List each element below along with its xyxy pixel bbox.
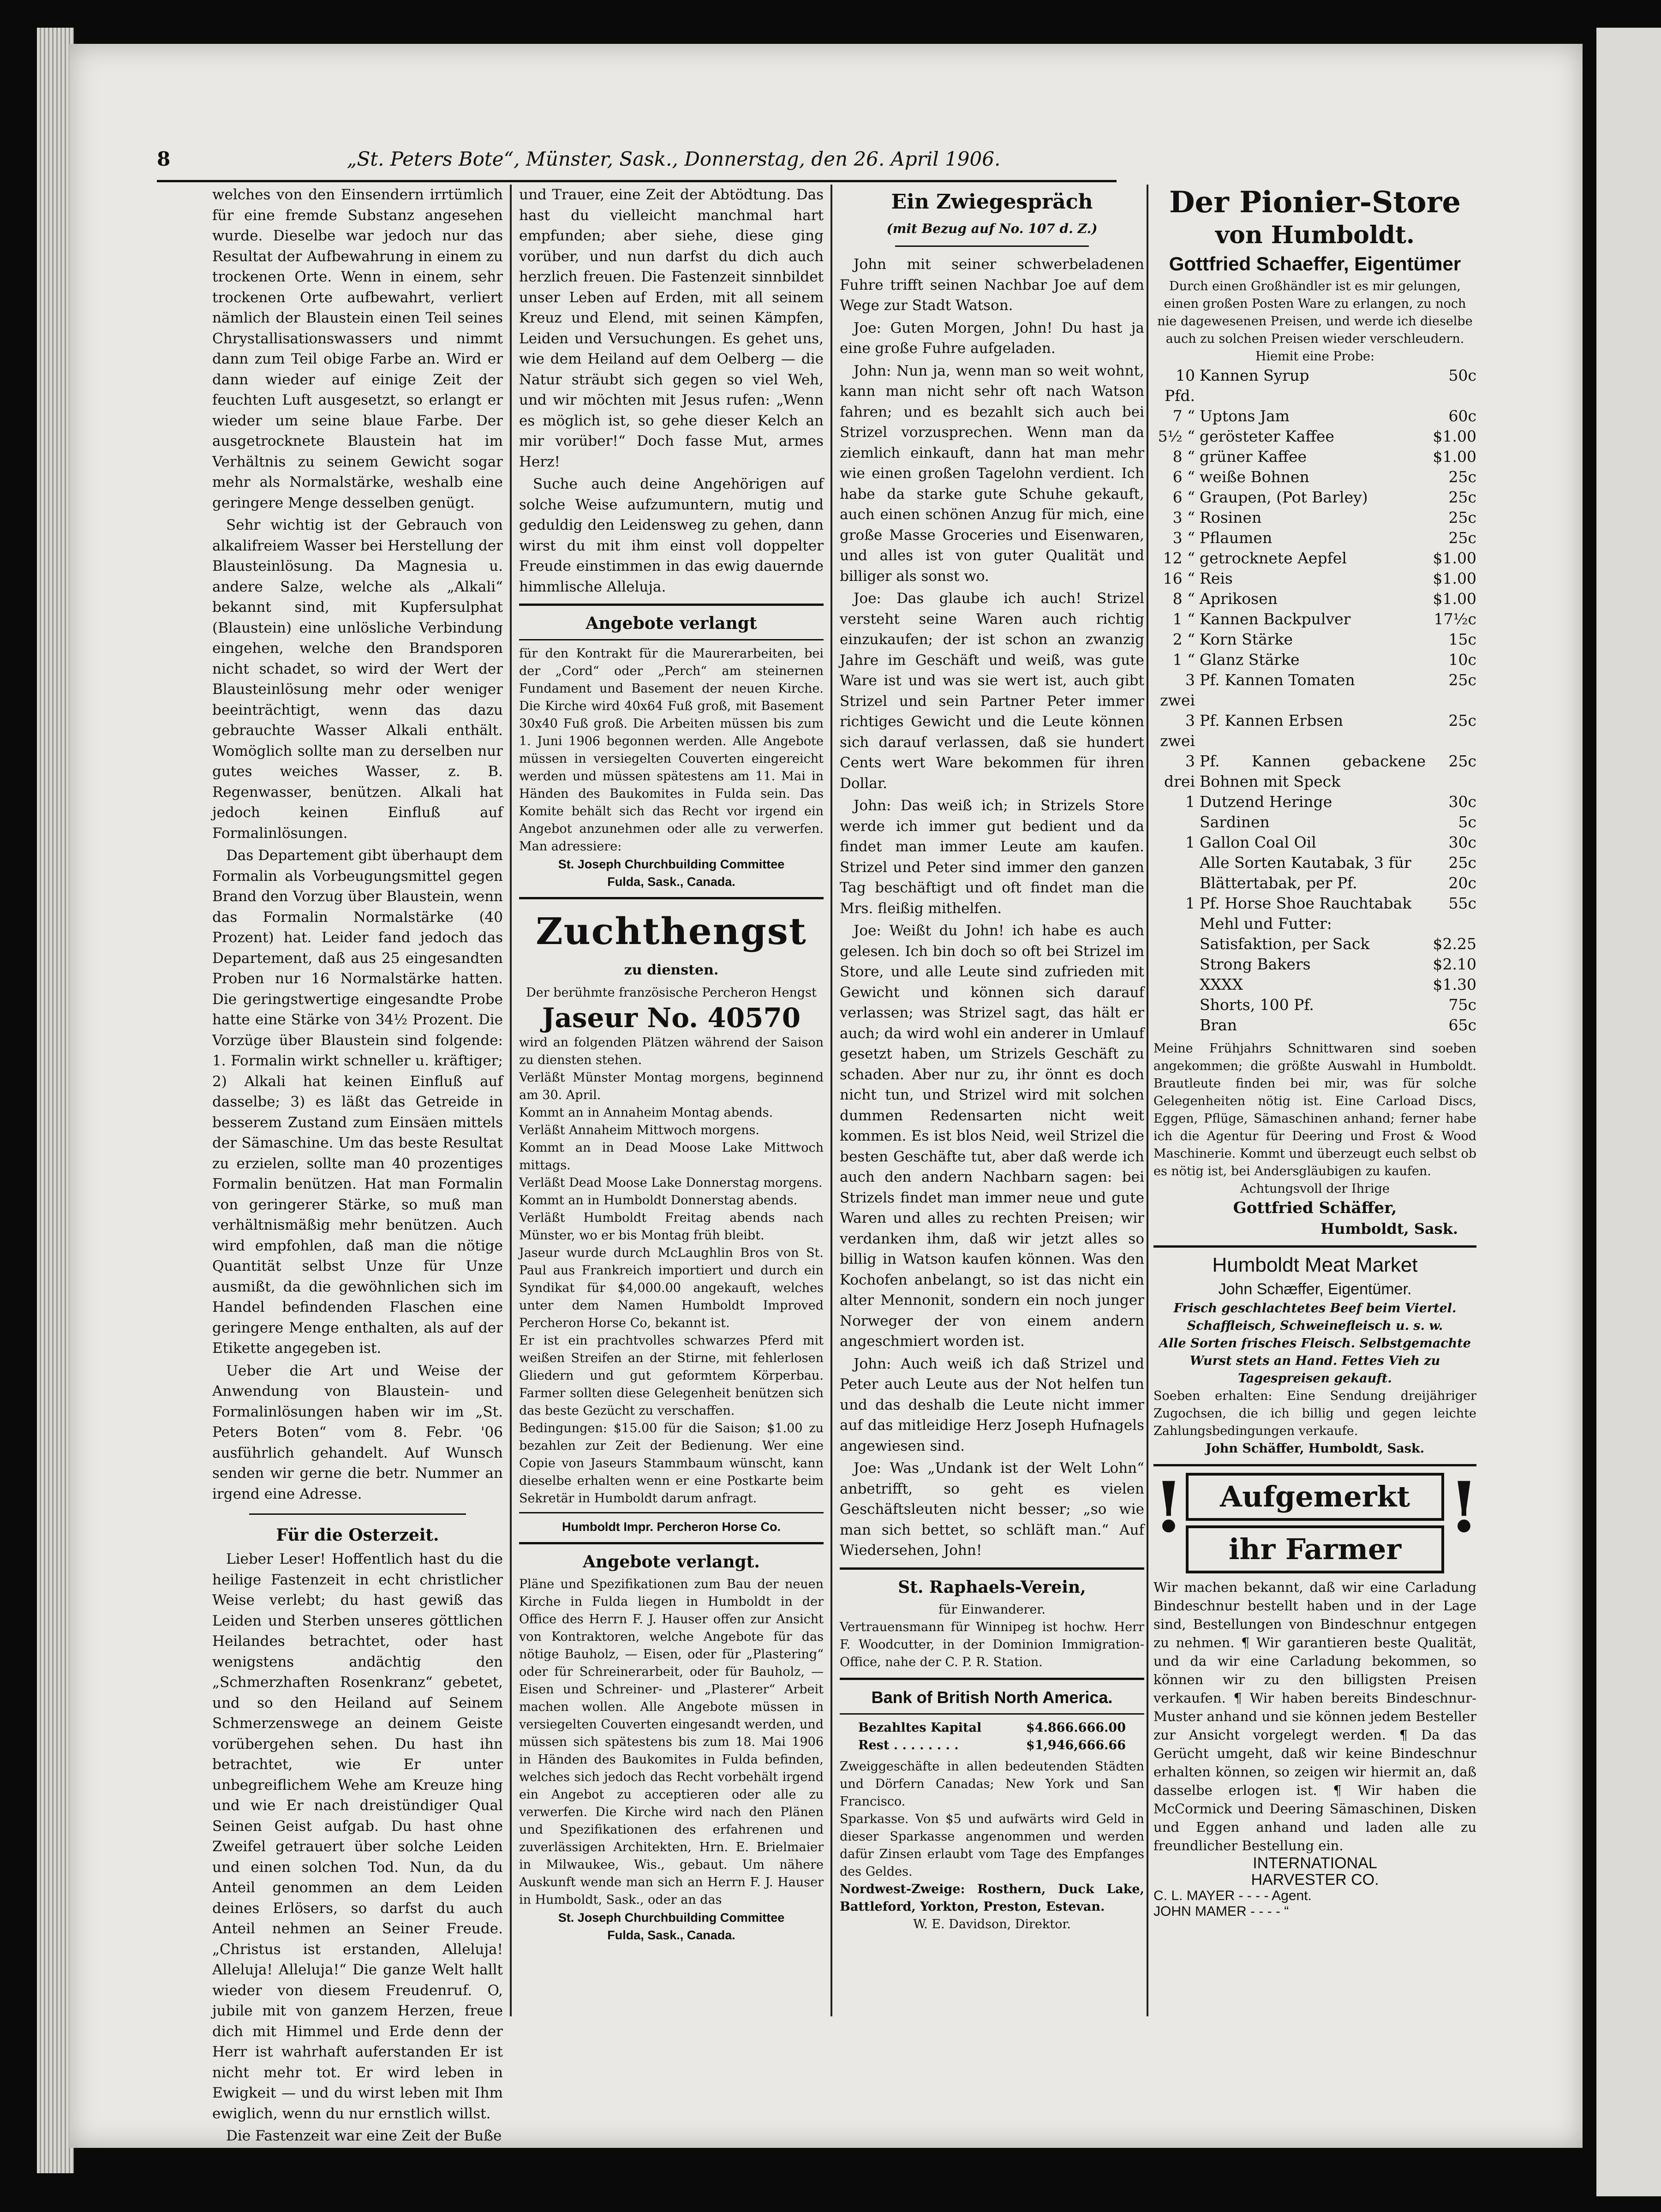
page-edge-stack — [37, 28, 74, 2173]
farmer-alert-box-2 — [1186, 1525, 1444, 1573]
meat-line: Soeben erhalten: Eine Sendung dreijähriger Zugochsen, die ich billig und gegen leichte Zahlungsbedingungen verkaufe. — [1153, 1388, 1476, 1438]
price-name: Kannen Backpulver — [1200, 610, 1351, 628]
price-name: Glanz Stärke — [1200, 651, 1300, 669]
column-4 — [1153, 185, 1479, 2053]
price-list — [1153, 365, 1476, 1035]
price-row — [1153, 853, 1476, 873]
page-number: 8 — [157, 148, 171, 170]
price-price: $2.10 — [1433, 955, 1476, 973]
article-paragraph: Sehr wichtig ist der Gebrauch von alkalifreiem Wasser bei Herstellung der Blausteinlösung. Da Magnesia u. andere Salze, welche als „Alkali“ bekannt sind, mit Kupfersulphat (Blaustein) eine unlösliche Verbindung eingehen, welche den Brandsporen nicht schadet, so wird der Wert der Blausteinlösung mehr oder weniger beeinträchtigt, wenn das dazu gebrauchte Wasser Alkali enthält. Womöglich sollte man zu derselben nur gutes weiches Wasser, z. B. Regenwasser, benützen. Alkali hat jedoch keinen Einfluß auf Formalinlösungen. — [212, 517, 503, 842]
price-qty: 1 “ — [1172, 610, 1195, 628]
price-row — [1153, 751, 1476, 792]
price-name: Aprikosen — [1200, 590, 1278, 608]
store-intro: Durch einen Großhändler ist es mir gelungen, einen großen Posten Ware zu erlangen, zu noch nie dagewesenen Preisen, und werde ich dieselbe auch zu solchen Preisen wieder verschleudern. Hiemit eine Probe: — [1157, 279, 1473, 364]
price-name: Gallon Coal Oil — [1200, 833, 1316, 851]
price-row — [1153, 548, 1476, 568]
bank-text: Zweiggeschäfte in allen bedeutenden Städten und Dörfern Canadas; New York und San Francisco. — [840, 1759, 1144, 1809]
bank-rest-value: $1,946,666.66 — [1026, 1738, 1126, 1752]
dialogue-paragraph: John: Das weiß ich; in Strizels Store werde ich immer gut bedient und da findet man immer Leute am kaufen. Strizel und Peter sind immer den ganzen Tag beschäftigt und oft findet man die Mrs. fleißig mithelfen. — [840, 797, 1144, 917]
raphael-title: St. Raphaels-Verein, — [898, 1577, 1086, 1597]
ad-item: wird an folgenden Plätzen während der Saison zu diensten stehen. — [519, 1035, 824, 1067]
bank-text: Nordwest-Zweige: Rosthern, Duck Lake, Battleford, Yorkton, Preston, Estevan. — [840, 1882, 1144, 1914]
exclamation-icon: ! — [1449, 1466, 1479, 1548]
bank-capital-value: $4.866.666.00 — [1026, 1720, 1126, 1735]
price-price: $1.00 — [1433, 549, 1476, 567]
price-price: 75c — [1448, 996, 1476, 1014]
price-price: 30c — [1448, 793, 1476, 811]
price-qty — [1153, 812, 1200, 832]
price-price: $1.00 — [1433, 448, 1476, 466]
price-price: 30c — [1448, 833, 1476, 851]
facing-page-edge — [1596, 28, 1661, 2196]
ad-zuchthengst-subtitle: zu diensten. — [624, 962, 719, 978]
price-price: 25c — [1448, 752, 1476, 770]
price-qty: 3 “ — [1172, 529, 1195, 547]
bank-rest-label: Rest . . . . . . . . — [858, 1738, 959, 1752]
price-price: 25c — [1448, 671, 1476, 689]
ad-zuchthengst-title: Zuchthengst — [536, 909, 807, 953]
column-rule-1 — [510, 185, 512, 2016]
column-rule-3 — [1147, 185, 1148, 2016]
ad-item: Verläßt Dead Moose Lake Donnerstag morgens. — [519, 1176, 823, 1190]
price-name: Reis — [1200, 569, 1233, 587]
divider — [519, 897, 824, 899]
price-price: 25c — [1448, 488, 1476, 506]
harvester-agent: C. L. MAYER - - - - Agent. — [1153, 1888, 1312, 1903]
dialogue-paragraph: John mit seiner schwerbeladenen Fuhre trifft seinen Nachbar Joe auf dem Wege zur Stadt Watson. — [840, 256, 1144, 314]
farmer-alert-header — [1153, 1466, 1479, 1573]
price-row — [1153, 609, 1476, 629]
farmer-alert-box-1 — [1186, 1473, 1444, 1521]
price-qty: 3 drei — [1164, 752, 1195, 790]
divider — [519, 1542, 824, 1544]
price-row — [1153, 528, 1476, 548]
price-row — [1153, 568, 1476, 589]
price-name: Strong Bakers — [1200, 955, 1311, 973]
dialogue-paragraph: Joe: Guten Morgen, John! Du hast ja eine große Fuhre aufgeladen. — [840, 319, 1144, 357]
price-price: 50c — [1448, 366, 1476, 384]
price-price — [1426, 914, 1476, 934]
column-3 — [840, 185, 1144, 2030]
price-qty: 1 — [1185, 894, 1195, 912]
ad-item: Er ist ein prachtvolles schwarzes Pferd mit weißen Streifen an der Stirne, mit fehlerlosen Gliedern und gut geformtem Körperbau. Farmer sollten diese Gelegenheit benützen sich das beste Gezücht zu verschaffen. — [519, 1333, 824, 1418]
price-name: Rosinen — [1200, 508, 1262, 526]
price-row — [1153, 487, 1476, 508]
ad-item: Verläßt Humboldt Freitag abends nach Münster, wo er bis Montag früh bleibt. — [519, 1211, 824, 1243]
price-row — [1153, 406, 1476, 426]
price-name: Pf. Kannen Tomaten — [1200, 671, 1355, 689]
bank-director: W. E. Davidson, Direktor. — [913, 1917, 1071, 1931]
price-price: $1.30 — [1433, 975, 1476, 993]
price-price: 25c — [1448, 508, 1476, 526]
price-qty: 16 “ — [1163, 569, 1195, 587]
price-price: 25c — [1448, 854, 1476, 872]
price-qty: 3 “ — [1172, 508, 1195, 526]
price-row — [1153, 711, 1476, 751]
price-row — [1153, 670, 1476, 711]
ad-angebote-body: für den Kontrakt für die Maurerarbeiten, bei der „Cord“ oder „Perch“ am steinernen Fundament und Basement der neuen Kirche. Die Kirche wird 40x64 Fuß groß, mit Basement 30x40 Fuß groß. Die Arbeiten müssen bis zum 1. Juni 1906 begonnen werden. Alle Angebote müssen in versiegelten Couverten eingereicht werden und müssen spätestens am 11. Mai in Händen des Baukomites in Fulda sein. Das Komite behält sich das Recht vor irgend ein Angebot anzunehmen oder alle zu verwerfen. Man adressiere: — [519, 646, 824, 854]
price-row — [1153, 893, 1476, 914]
price-price: 20c — [1448, 874, 1476, 892]
price-qty: 8 “ — [1172, 590, 1195, 608]
price-qty: 5½ “ — [1158, 427, 1195, 445]
price-price: $1.00 — [1433, 427, 1476, 445]
price-name: XXXX — [1200, 975, 1243, 993]
price-row — [1153, 1015, 1476, 1035]
price-qty: 8 “ — [1172, 448, 1195, 466]
farmer-title-1: Aufgemerkt — [1220, 1479, 1410, 1513]
price-name: Kannen Syrup — [1200, 366, 1309, 384]
ad-zuchthengst-intro: Der berühmte französische Percheron Hengst — [526, 986, 817, 1000]
store-sign-place: Humboldt, Sask. — [1320, 1220, 1458, 1238]
price-qty — [1153, 853, 1200, 873]
harvester-name-1: INTERNATIONAL — [1253, 1854, 1377, 1872]
harvester-name-2: HARVESTER CO. — [1251, 1871, 1379, 1889]
price-qty — [1153, 974, 1200, 995]
divider — [840, 1567, 1144, 1570]
column-2 — [519, 185, 824, 2030]
article-paragraph: Die Fastenzeit war eine Zeit der Buße — [226, 2128, 502, 2144]
price-row — [1153, 365, 1476, 406]
exclamation-icon: ! — [1153, 1466, 1184, 1548]
price-name: Dutzend Heringe — [1200, 793, 1332, 811]
ad-item: Jaseur wurde durch McLaughlin Bros von St. Paul aus Frankreich importiert und durch ein Syndikat für $4,000.00 angekauft, welches unter dem Namen Humboldt Improved Percheron Horse Co, bekannt ist. — [519, 1246, 824, 1330]
price-qty: 6 “ — [1172, 468, 1195, 486]
price-price: 10c — [1448, 651, 1476, 669]
divider — [519, 639, 824, 640]
farmer-title-2: ihr Farmer — [1228, 1532, 1402, 1566]
easter-title: Für die Osterzeit. — [276, 1525, 439, 1545]
store-outro: Meine Frühjahrs Schnittwaren sind soeben angekommen; die größte Auswahl in Humboldt. Brautleute finden bei mir, was für solche Gelegenheiten nötig ist. Eine Carload Discs, Eggen, Pflüge, Sämaschinen anhand; ferner habe ich die Agentur für Deering und Frost & Wood Maschinerie. Kommt und überzeugt euch selbst ob es nötig ist, bei Andersgläubigen zu kaufen. — [1153, 1041, 1476, 1178]
ad-horse-name: Jaseur No. 40570 — [542, 1002, 801, 1034]
ad-angebote-title: Angebote verlangt — [586, 614, 757, 633]
price-price: 60c — [1448, 407, 1476, 425]
price-name: Graupen, (Pot Barley) — [1200, 488, 1368, 506]
harvester-agent: JOHN MAMER - - - - “ — [1153, 1903, 1289, 1919]
article-paragraph: welches von den Einsendern irrtümlich für eine fremde Substanz angesehen wurde. Dieselbe war jedoch nur das Resultat der Aufbewahrung in einem zu trockenen Orte. Wenn in einem, sehr trockenen Orte aufbewahrt, verliert nämlich der Blaustein einen Teil seines Chrystallisationswassers und nimmt dann zum Teil obige Farbe an. Wird er dann wieder auf einige Zeit der feuchten Luft ausgesetzt, so erlangt er wieder um seine blaue Farbe. Der ausgetrocknete Blaustein hat im Verhältnis zu seinem Gewicht sogar mehr als Normalstärke, weshalb eine geringere Menge desselben genügt. — [212, 186, 503, 511]
divider — [519, 1512, 824, 1513]
ad-angebote2-body: Pläne und Spezifikationen zum Bau der neuen Kirche in Fulda liegen in Humboldt in der Office des Herrn F. J. Hauser offen zur Ansicht von Kontraktoren, welche Angebote für das nötige Bauholz, — Eisen, oder für „Plastering“ oder für Schreinerarbeit, oder für Bauholz, — Eisen und Schreiner- und „Plasterer“ Arbeit machen wollen. Alle Angebote müssen in versiegelten Couverten eingesandt werden, und müssen sich spätestens bis zum 18. Mai 1906 in Händen des Baukomites in Fulda befinden, welches sich jedoch das Recht vorbehält irgend ein Angebot zu acceptieren oder alle zu verwerfen. Die Kirche wird nach den Plänen und Spezifikationen des erfahrenen und zuverlässigen Architekten, Hrn. E. Brielmaier in Milwaukee, Wis., gebaut. Um nähere Auskunft wende man sich an Herrn F. J. Hauser in Humboldt, Sask., oder an das — [519, 1577, 824, 1907]
price-price: $2.25 — [1433, 935, 1476, 953]
price-qty — [1153, 873, 1200, 893]
price-price: 25c — [1448, 468, 1476, 486]
ad-item: Verläßt Annaheim Mittwoch morgens. — [519, 1123, 759, 1137]
ad-item: Bedingungen: $15.00 für die Saison; $1.00 zu bezahlen zur Zeit der Bedienung. Wer eine Copie von Jaseurs Stammbaum wünscht, kann dieselbe erhalten wenn er eine Postkarte beim Sekretär in Humboldt darum anfragt. — [519, 1421, 824, 1506]
price-qty — [1153, 954, 1200, 974]
price-qty: 6 “ — [1172, 488, 1195, 506]
price-price: 25c — [1448, 529, 1476, 547]
price-name: Pf. Kannen gebackene Bohnen mit Speck — [1200, 752, 1426, 790]
dialogue-paragraph: John: Auch weiß ich daß Strizel und Peter auch Leute aus der Not helfen tun und das deshalb die Leute nicht immer auf das mitleidige Herz Joseph Hufnagels angewiesen sind. — [840, 1355, 1144, 1454]
price-row — [1153, 650, 1476, 670]
bank-rest — [840, 1737, 1144, 1754]
price-price: $1.00 — [1433, 590, 1476, 608]
bank-text: Sparkasse. Von $5 und aufwärts wird Geld in dieser Sparkasse angenommen und werden dafür Zinsen erlaubt vom Tage des Empfanges des Geldes. — [840, 1811, 1144, 1879]
price-name: Pflaumen — [1200, 529, 1273, 547]
ad-item: Kommt an in Annaheim Montag abends. — [519, 1106, 773, 1120]
article-paragraph: Das Departement gibt überhaupt dem Formalin als Vorbeugungsmittel gegen Brand den Vorzug über Blaustein, wenn das Formalin Normalstärke (40 Prozent) hat. Leider fand jedoch das Departement, daß aus 25 eingesandten Proben nur 16 Normalstärke hatten. Die geringstwertige eingesandte Probe hatte eine Stärke von 34½ Prozent. Die Vorzüge über Blaustein sind folgende: 1. Formalin wirkt schneller u. kräftiger; 2) Alkali hat keinen Einfluß auf dasselbe; 3) es läßt das Getreide in besserem Zustand zum Einsäen mittels der Sämaschine. Um das beste Resultat zu erzielen, sollte man 40 prozentiges Formalin benützen. Hat man Formalin von geringerer Stärke, so muß man verhältnismäßig mehr benützen. Auch wird empfohlen, daß man die nötige Quantität selbst Unze für Unze ausmißt, da die gewöhnlichen sich im Handel befindenden Flaschen eine geringere Menge enthalten, als auf der Etikette angegeben ist. — [212, 847, 503, 1357]
header-masthead: „St. Peters Bote“, Münster, Sask., Donnerstag, den 26. April 1906. — [347, 148, 1001, 170]
price-price: 17½c — [1434, 610, 1476, 628]
price-name: Bran — [1200, 1016, 1237, 1034]
price-name: grüner Kaffee — [1200, 448, 1307, 466]
price-name: Pf. Kannen Erbsen — [1200, 711, 1344, 729]
price-name: Mehl und Futter: — [1200, 915, 1332, 933]
raphael-body: Vertrauensmann für Winnipeg ist hochw. Herr F. Woodcutter, in der Dominion Immigration-Office, nahe der C. P. R. Station. — [840, 1620, 1144, 1669]
bank-title: Bank of British North America. — [871, 1687, 1113, 1707]
store-subtitle: von Humboldt. — [1215, 221, 1415, 249]
price-row — [1153, 974, 1476, 995]
price-row — [1153, 832, 1476, 853]
price-name: Shorts, 100 Pf. — [1200, 996, 1314, 1014]
price-row — [1153, 873, 1476, 893]
price-qty: 10 Pfd. — [1164, 366, 1195, 405]
divider — [1153, 1245, 1476, 1248]
price-qty: 3 zwei — [1160, 711, 1195, 750]
price-qty: 12 “ — [1163, 549, 1195, 567]
price-price: 65c — [1448, 1016, 1476, 1034]
meat-title: Humboldt Meat Market — [1212, 1254, 1418, 1276]
price-row — [1153, 426, 1476, 447]
price-row — [1153, 508, 1476, 528]
price-name: Korn Stärke — [1200, 630, 1293, 648]
article-paragraph: Lieber Leser! Hoffentlich hast du die heilige Fastenzeit in echt christlicher Weise verlebt; du hast gewiß das Leiden und Sterben unseres göttlichen Heilandes betrachtet, oder hast wenigstens andächtig den „Schmerzhaften Rosenkranz“ gebetet, und so den Heiland auf Seinem Schmerzenswege an deinem Geiste vorübergehen sehen. Du hast ihn betrachtet, wie Er unter unbegreiflichem Wehe am Kreuze hing und wie Er nach dreistündiger Qual Seinen Geist aufgab. Du hast ohne Zweifel getrauert über solche Leiden und einen solchen Tod. Nun, da du Anteil genommen an dem Leiden deines Erlösers, so darfst du auch Anteil nehmen an Seiner Freude. „Christus ist erstanden, Alleluja! Alleluja! Alleluja!“ Die ganze Welt hallt wieder von diesem Freudenruf. O, jubile mit von ganzem Herzen, freue dich mit Himmel und Erde denn der Herr ist wahrhaft auferstanden Er ist nicht mehr tot. Er wird leben in Ewigkeit — und du wirst leben mit Ihm ewiglich, wenn du nur ernstlich willst. — [212, 1551, 503, 2122]
ad-item: Kommt an in Dead Moose Lake Mittwoch mittags. — [519, 1141, 824, 1172]
price-name: Uptons Jam — [1200, 407, 1290, 425]
meat-owner: John Schæffer, Eigentümer. — [1218, 1280, 1412, 1298]
price-row — [1153, 812, 1476, 832]
bank-capital — [840, 1719, 1144, 1737]
divider — [895, 245, 1089, 247]
meat-line: Frisch geschlachtetes Beef beim Viertel. Schaffleisch, Schweinefleisch u. s. w. — [1173, 1301, 1457, 1333]
dialogue-title: Ein Zwiegespräch — [891, 190, 1093, 214]
article-paragraph: Ueber die Art und Weise der Anwendung von Blaustein- und Formalinlösungen haben wir im „St. Peters Boten“ vom 8. Febr. '06 ausführlich gehandelt. Auf Wunsch senden wir gerne die betr. Nummer an irgend eine Adresse. — [212, 1362, 503, 1502]
price-qty: 1 — [1185, 833, 1195, 851]
dialogue-subtitle: (mit Bezug auf No. 107 d. Z.) — [886, 221, 1098, 236]
ad-item: Verläßt Münster Montag morgens, beginnend am 30. April. — [519, 1070, 824, 1102]
page-header — [157, 138, 1117, 182]
price-qty — [1153, 1015, 1200, 1035]
price-row — [1153, 467, 1476, 487]
price-name: Alle Sorten Kautabak, 3 für — [1200, 854, 1411, 872]
price-row — [1153, 589, 1476, 609]
price-qty: 2 “ — [1172, 630, 1195, 648]
price-row — [1153, 792, 1476, 812]
dialogue-paragraph: Joe: Das glaube ich auch! Strizel versteht seine Waren auch richtig einzukaufen; der ist schon an zwanzig Jahre im Geschäft und weiß, was gute Ware ist und was sie wert ist, auch gibt Strizel und sein Partner Peter immer richtiges Gewicht und die Leute können sich darauf verlassen, daß sie hundert Cents wert Ware bekommen für ihren Dollar. — [840, 590, 1144, 792]
store-regards: Achtungsvoll der Ihrige — [1240, 1182, 1390, 1196]
store-sign-name: Gottfried Schäffer, — [1233, 1199, 1397, 1217]
store-title: Der Pionier-Store — [1169, 185, 1461, 220]
price-price: 5c — [1458, 813, 1476, 831]
bank-capital-label: Bezahltes Kapital — [858, 1720, 982, 1735]
price-qty — [1153, 934, 1200, 954]
price-qty: 1 “ — [1172, 651, 1195, 669]
price-row — [1153, 995, 1476, 1015]
ad-signature-place: Fulda, Sask., Canada. — [607, 1928, 735, 1942]
price-name: Pf. Horse Shoe Rauchtabak — [1200, 894, 1412, 912]
price-row — [1153, 629, 1476, 650]
article-paragraph: und Trauer, eine Zeit der Abtödtung. Das hast du vielleicht manchmal hart empfunden; aber siehe, diese ging vorüber, und nun darfst du dich auch herzlich freuen. Die Fastenzeit sinnbildet unser Leben auf Erden, mit all seinem Kreuz und Elend, mit seinen Kämpfen, Leiden und Versuchungen. Es gehet uns, wie dem Heiland auf dem Oelberg — die Natur sträubt sich gegen so viel Weh, und wir möchten mit Jesus rufen: „Wenn es möglich ist, so gehe dieser Kelch an mir vorüber!“ Doch fasse Mut, armes Herz! — [519, 186, 824, 470]
price-name: getrocknete Aepfel — [1200, 549, 1347, 567]
divider — [519, 604, 824, 606]
ad-signature: St. Joseph Churchbuilding Committee — [558, 857, 785, 871]
price-name: Blättertabak, per Pf. — [1200, 874, 1357, 892]
dialogue-paragraph: Joe: Weißt du John! ich habe es auch gelesen. Ich bin doch so oft bei Strizel im Store, und alle Leute sind zufrieden mit Gewicht und können sich darauf verlassen; was Strizel sagt, das hält er auch; da wird wohl ein anderer in Umlauf gesetzt haben, um Strizels Geschäft zu schaden. Aber nur zu, ihr önnt es doch nicht tun, und Strizel wird mit solchen dummen Redensarten nicht weit kommen. Es ist blos Neid, weil Strizel die besten Geschäfte tut, aber daß werde ich auch den andern Nachbarn sagen: bei Strizels findet man immer neue und gute Waren und alles zu rechten Preisen; wir verdanken ihm, daß wir jetzt alles so billig in Watson kaufen können. Was den Kochofen anbelangt, so ist das nicht ein alter Mennonit, sondern ein noch junger Norweger der von einem andern angeschmiert worden ist. — [840, 922, 1144, 1350]
price-row — [1153, 914, 1476, 934]
divider — [1153, 1464, 1476, 1466]
price-price: 55c — [1448, 894, 1476, 912]
price-qty — [1153, 914, 1200, 934]
price-price: 25c — [1448, 711, 1476, 729]
price-row — [1153, 447, 1476, 467]
ad-angebote2-title: Angebote verlangt. — [583, 1552, 760, 1572]
article-paragraph: Suche auch deine Angehörigen auf solche Weise aufzumuntern, mutig und geduldig den Leidensweg zu gehen, dann wirst du mit ihm einst voll doppelter Freude einstimmen in das ewig dauernde himmlische Alleluja. — [519, 476, 824, 595]
price-name: Sardinen — [1200, 813, 1270, 831]
column-rule-2 — [830, 185, 832, 2016]
price-qty: 7 “ — [1172, 407, 1195, 425]
ad-signature: St. Joseph Churchbuilding Committee — [558, 1911, 785, 1925]
divider — [840, 1713, 1144, 1715]
price-qty — [1153, 995, 1200, 1015]
meat-line: Alle Sorten frisches Fleisch. Selbstgemachte Wurst stets an Hand. Fettes Vieh zu Tagespreisen gekauft. — [1159, 1336, 1471, 1386]
ad-item: Kommt an in Humboldt Donnerstag abends. — [519, 1193, 798, 1208]
meat-sign: John Schäffer, Humboldt, Sask. — [1205, 1441, 1425, 1456]
ad-signature-place: Fulda, Sask., Canada. — [607, 875, 735, 889]
dialogue-paragraph: Joe: Was „Undank ist der Welt Lohn“ anbetrifft, so geht es vielen Geschäftsleuten nicht besser; „so wie man sich bettet, so schläft man.“ Auf Wiedersehen, John! — [840, 1460, 1144, 1559]
price-price: 15c — [1448, 630, 1476, 648]
price-row — [1153, 934, 1476, 954]
price-row — [1153, 954, 1476, 974]
farmer-body: Wir machen bekannt, daß wir eine Carladung Bindeschnur bestellt haben und in der Lage sind, Bestellungen von Bindeschnur entgegen zu nehmen. ¶ Wir garantieren beste Qualität, und da wir eine Carladung bekommen, so können wir zu den billigsten Preisen verkaufen. ¶ Wir haben bereits Bindeschnur-Muster anhand und sie können jedem Besteller zur Ansicht vorgelegt werden. ¶ Da das Gerücht umgeht, daß wir keine Bindeschnur erhalten können, so zeigen wir hiermit an, daß dasselbe erlogen ist. ¶ Wir haben die McCormick und Deering Sämaschinen, Disken und Eggen anhand und laden alle zu freundlicher Bestellung ein. — [1153, 1579, 1476, 1853]
raphael-sub: für Einwanderer. — [938, 1602, 1046, 1617]
divider — [840, 1678, 1144, 1680]
price-name: weiße Bohnen — [1200, 468, 1309, 486]
dialogue-paragraph: John: Nun ja, wenn man so weit wohnt, kann man nicht sehr oft nach Watson fahren; und es bezahlt sich auch bei Strizel vorzusprechen. Wenn man da ziemlich einkauft, dann hat man mehr wie einen großen Tagelohn verdient. Ich habe da starke gute Schuhe gekauft, auch einen schönen Anzug für mich, eine große Masse Groceries und Eisenwaren, und alles ist von guter Qualität und billiger als sonst wo. — [840, 362, 1144, 585]
divider — [249, 1513, 466, 1515]
column-1 — [212, 185, 503, 2144]
price-name: gerösteter Kaffee — [1200, 427, 1334, 445]
store-owner: Gottfried Schaeffer, Eigentümer — [1169, 253, 1461, 275]
price-qty: 1 — [1185, 793, 1195, 811]
price-qty: 3 zwei — [1160, 671, 1195, 709]
ad-company: Humboldt Impr. Percheron Horse Co. — [562, 1520, 781, 1534]
price-name: Satisfaktion, per Sack — [1200, 935, 1370, 953]
price-price: $1.00 — [1433, 569, 1476, 587]
